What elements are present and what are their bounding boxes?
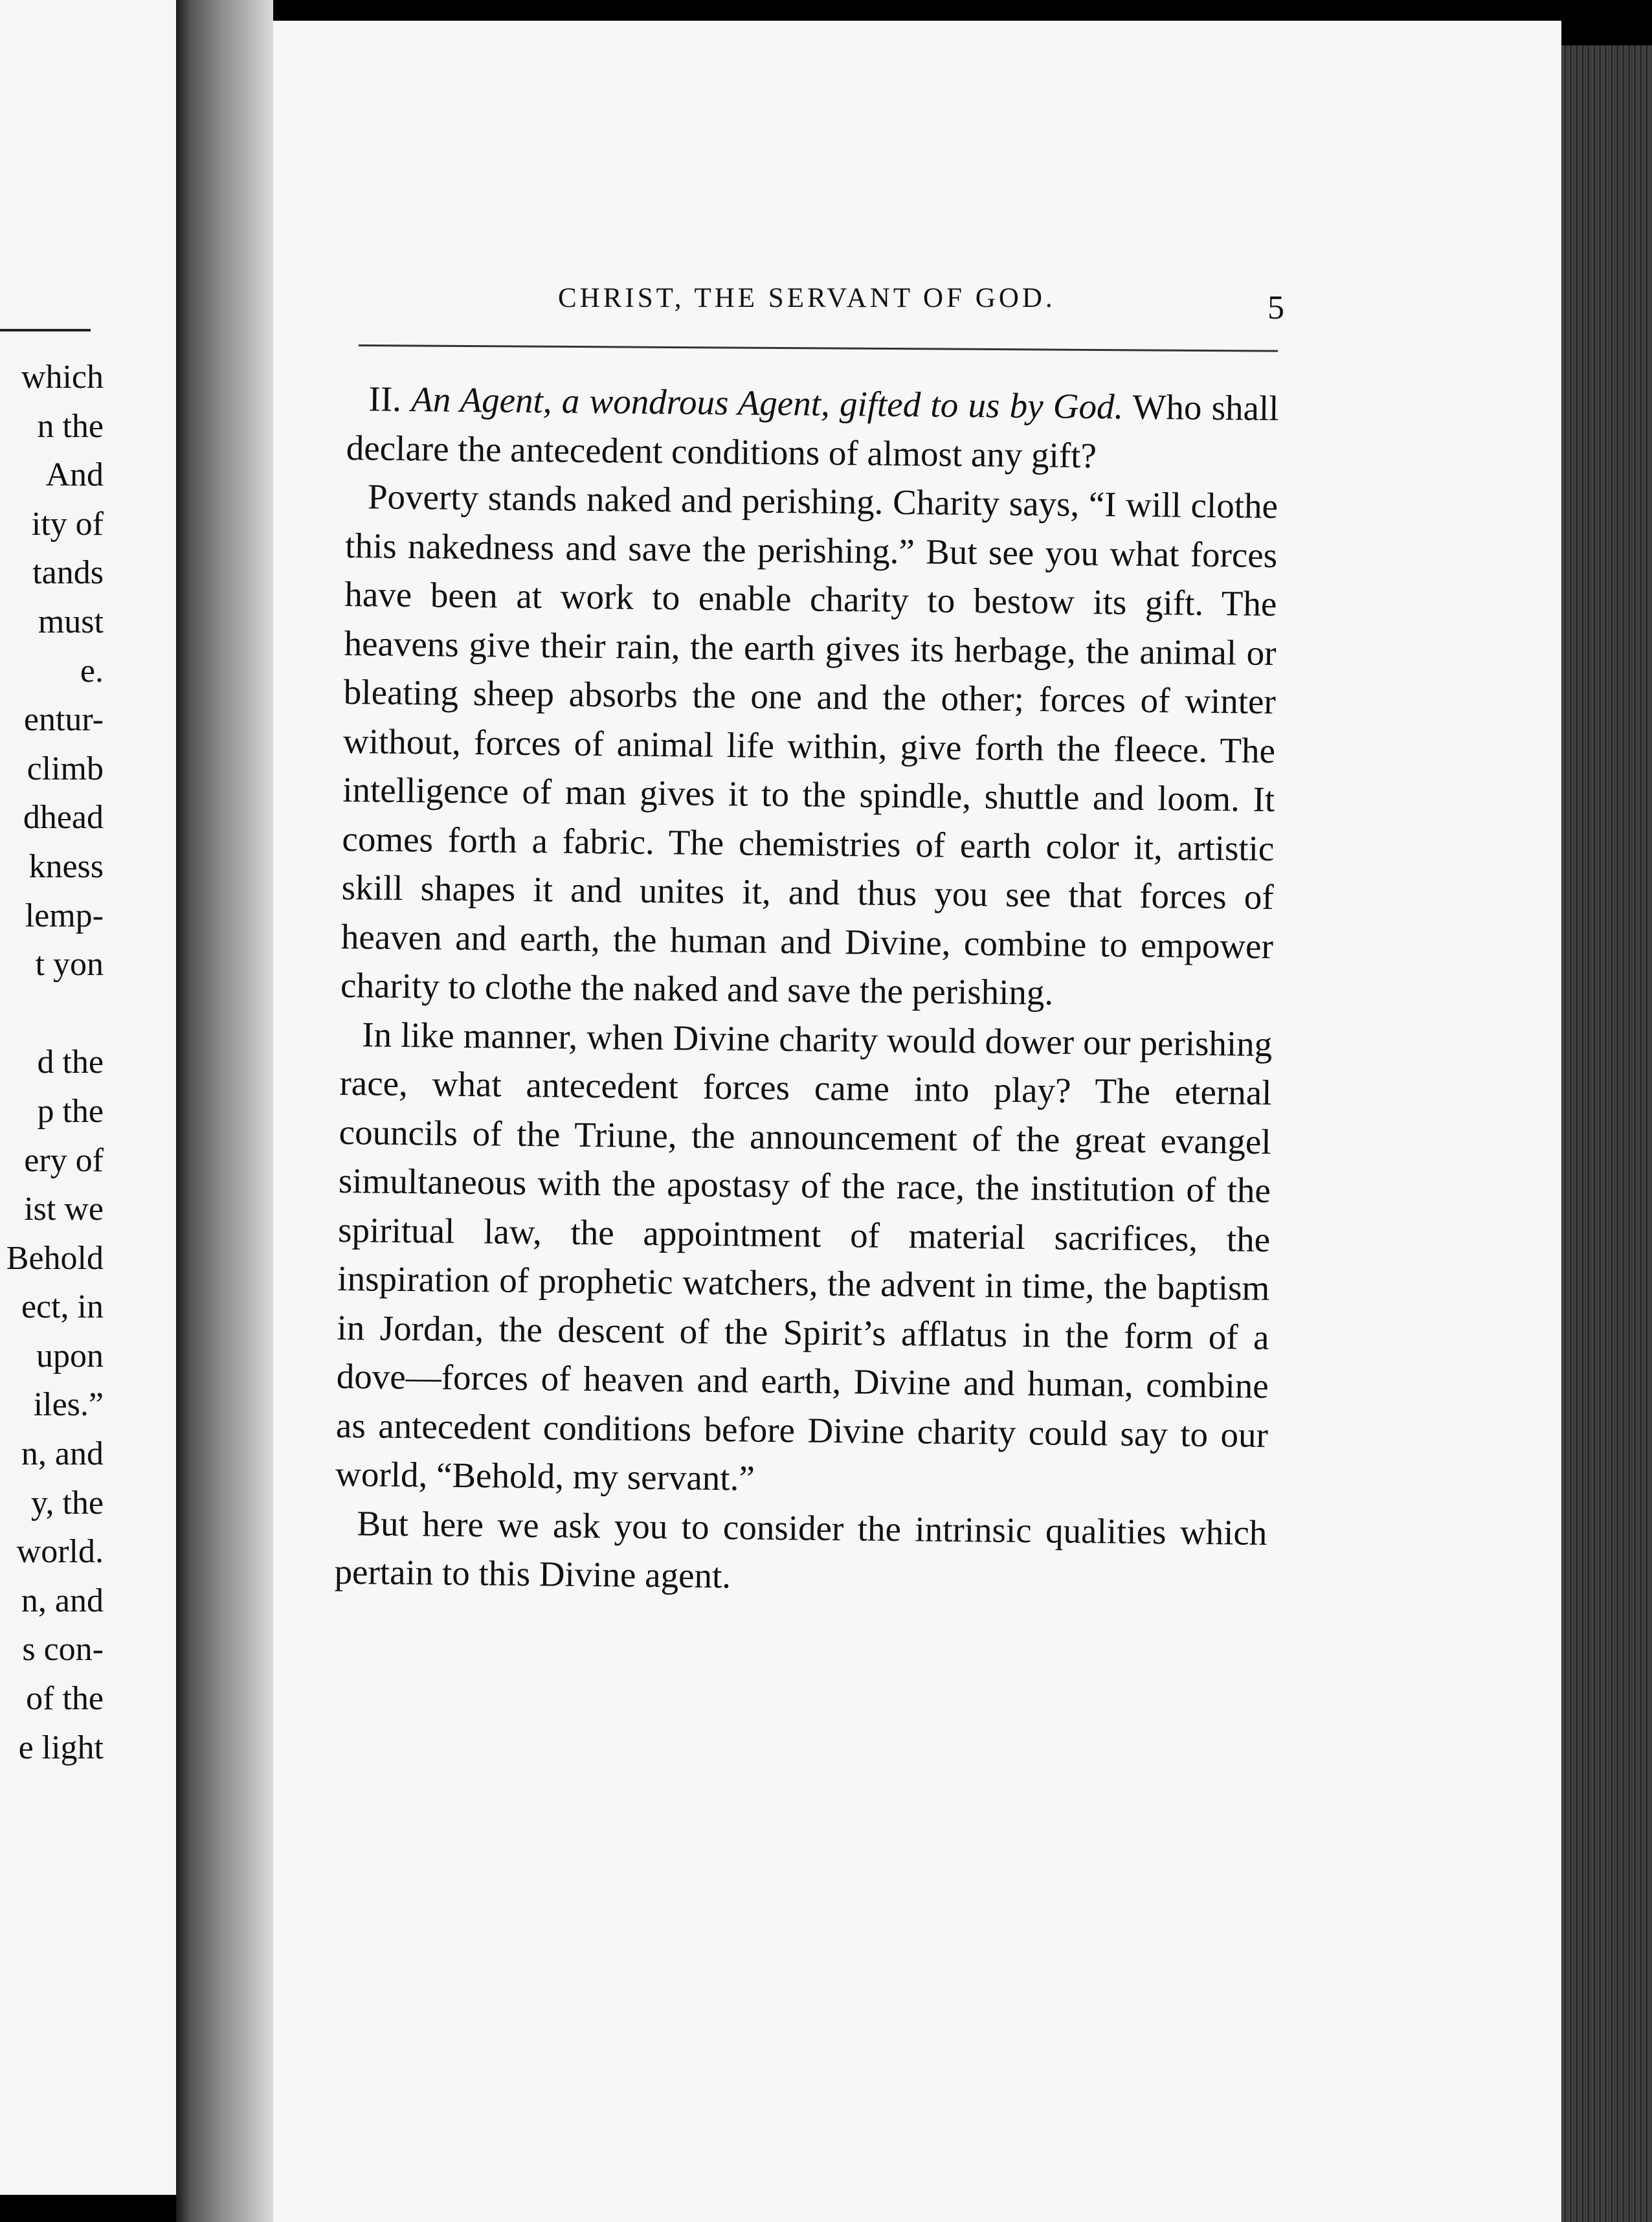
left-page-line: And [45,456,104,494]
left-page-line: must [38,603,104,640]
left-page-line: Behold [6,1239,104,1277]
left-page-line: tands [32,554,104,592]
left-page-line: n the [37,407,104,445]
left-page-line: e. [80,652,104,690]
left-page-line: ity of [31,505,104,543]
left-page-line: d the [37,1044,104,1081]
left-page-line: ect, in [21,1288,104,1326]
left-page-line: ery of [24,1141,104,1179]
page-number: 5 [1267,289,1284,326]
paragraph-1 [346,374,1279,482]
left-page-line: p the [37,1092,104,1130]
left-page-line: n, and [21,1435,104,1473]
section-numeral: II. [368,379,402,419]
left-page-line: e light [18,1729,104,1766]
book-gutter [176,0,273,2222]
left-page-rule [0,329,91,331]
page-edges [1561,45,1652,2222]
left-page-line: dhead [23,799,104,836]
left-page-line: t yon [35,946,104,983]
italic-lead: An Agent, a wondrous Agent, gifted to us by God. [410,379,1124,427]
paragraph-1-text: Who shall declare the antecedent conditions of almost any gift? [346,387,1279,475]
left-page-line [0,989,176,1038]
left-page-line: upon [36,1337,104,1375]
left-page-line: ist we [24,1191,104,1228]
left-page-line: s con- [22,1631,104,1668]
running-header: CHRIST, THE SERVANT OF GOD. [558,283,1056,313]
left-page-text [0,353,176,1772]
paragraph-4: But here we ask you to consider the intrinsic qualities which pertain to this Divine agent. [334,1503,1267,1596]
left-page-line: kness [28,847,104,885]
body-text [334,374,1279,1606]
left-page-line: climb [27,750,104,787]
left-page-line: world. [16,1533,104,1571]
left-page-line: n, and [21,1582,104,1619]
left-page-line: which [21,359,104,396]
left-page-line: entur- [23,701,104,739]
paragraph-2: Poverty stands naked and perishing. Charity says, “I will clothe this nakedness and save the perishing.” But see you what forces have been at work to enable charity to bestow its gift. The heavens give their rain, the earth gives its herbage, the animal or bleating sheep absorbs the one and the other; forces of winter without, forces of animal life within, give forth the fleece. The intelligence of man gives it to the spindle, shuttle and loom. It comes forth a fabric. The chemistries of earth color it, artistic skill shapes it and unites it, and thus you see that forces of heaven and earth, the human and Divine, combine to empower charity to clothe the naked and save the perishing. [340,477,1278,1013]
left-page-line: y, the [30,1484,104,1521]
left-page-line: iles.” [33,1386,104,1424]
left-page-line: lemp- [25,897,104,934]
paragraph-3: In like manner, when Divine charity would dower our perishing race, what antecedent forces came into play? The eternal councils of the Triune, the announcement of the great evangel simultaneous with the apostasy of the race, the institution of the spiritual law, the appointment of material sacrifices, the inspiration of prophetic watchers, the advent in time, the baptism in Jordan, the descent of the Spirit’s afflatus in the form of a dove—forces of heaven and earth, Divine and human, combine as antecedent conditions before Divine charity could say to our world, “Behold, my servant.” [335,1014,1273,1498]
left-page [0,0,176,2195]
left-page-line: of the [26,1680,104,1718]
